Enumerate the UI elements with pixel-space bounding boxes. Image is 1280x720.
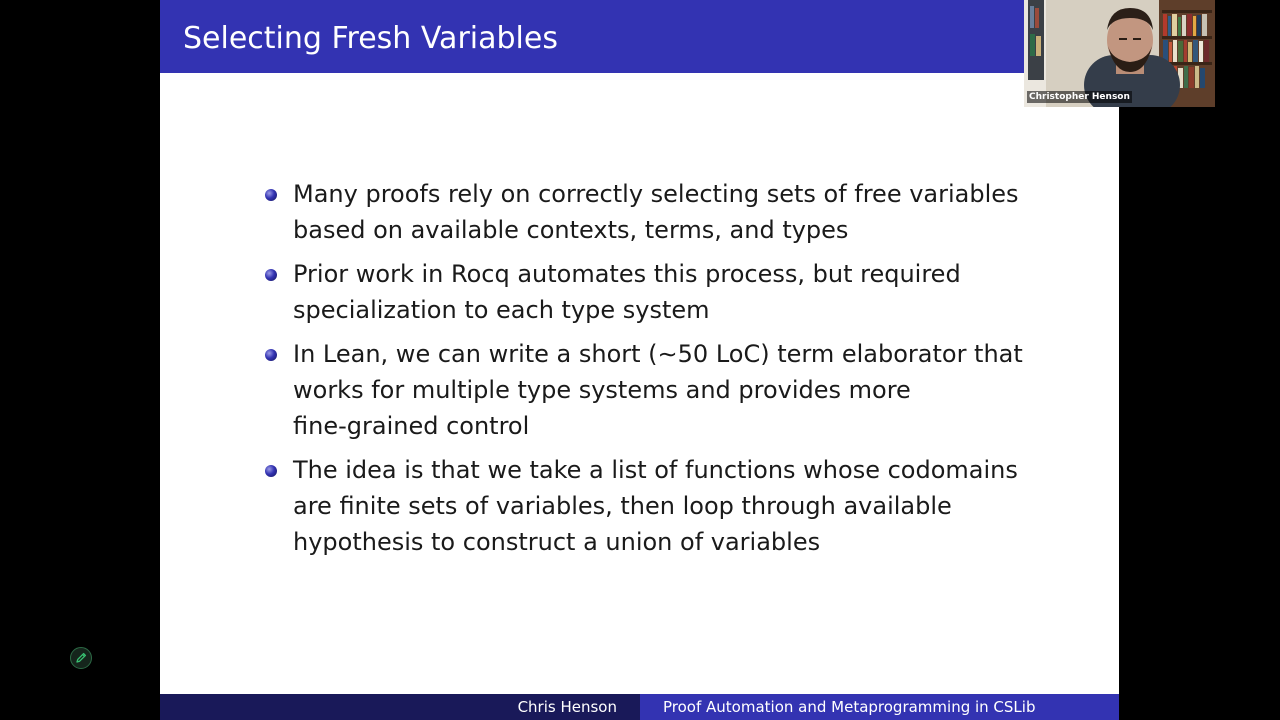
bullet-list xyxy=(263,176,1063,568)
footer-author-panel xyxy=(160,694,640,720)
bullet-text-line: based on available contexts, terms, and types xyxy=(293,216,849,244)
bullet-item xyxy=(263,176,1063,248)
bullet-icon xyxy=(265,465,277,477)
bullet-text-line: works for multiple type systems and provides more xyxy=(293,376,911,404)
bullet-item xyxy=(263,452,1063,560)
bullet-icon xyxy=(265,269,277,281)
participant-name-label: Christopher Henson xyxy=(1029,92,1130,102)
slide-title: Selecting Fresh Variables xyxy=(183,21,558,56)
pencil-icon xyxy=(71,648,91,668)
slide-title-bar xyxy=(160,0,1119,73)
bullet-text-line: are finite sets of variables, then loop through available xyxy=(293,492,952,520)
bullet-text-line: specialization to each type system xyxy=(293,296,710,324)
bullet-item xyxy=(263,336,1063,444)
bullet-icon xyxy=(265,349,277,361)
footer-author: Chris Henson xyxy=(517,698,617,716)
bullet-text-line: In Lean, we can write a short (∼50 LoC) term elaborator that xyxy=(293,340,1023,368)
bullet-text-line: fine-grained control xyxy=(293,412,530,440)
presentation-slide xyxy=(160,0,1119,720)
bullet-icon xyxy=(265,189,277,201)
bullet-text-line: Many proofs rely on correctly selecting sets of free variables xyxy=(293,180,1019,208)
slide-footer xyxy=(160,694,1119,720)
bullet-text-line: The idea is that we take a list of functions whose codomains xyxy=(293,456,1018,484)
bullet-text-line: Prior work in Rocq automates this process, but required xyxy=(293,260,961,288)
participant-video-tile[interactable] xyxy=(1024,0,1215,107)
bullet-text-line: hypothesis to construct a union of variables xyxy=(293,528,821,556)
footer-title-panel xyxy=(640,694,1119,720)
bullet-item xyxy=(263,256,1063,328)
annotate-button[interactable] xyxy=(70,647,92,669)
footer-talk-title: Proof Automation and Metaprogramming in CSLib xyxy=(663,698,1036,716)
